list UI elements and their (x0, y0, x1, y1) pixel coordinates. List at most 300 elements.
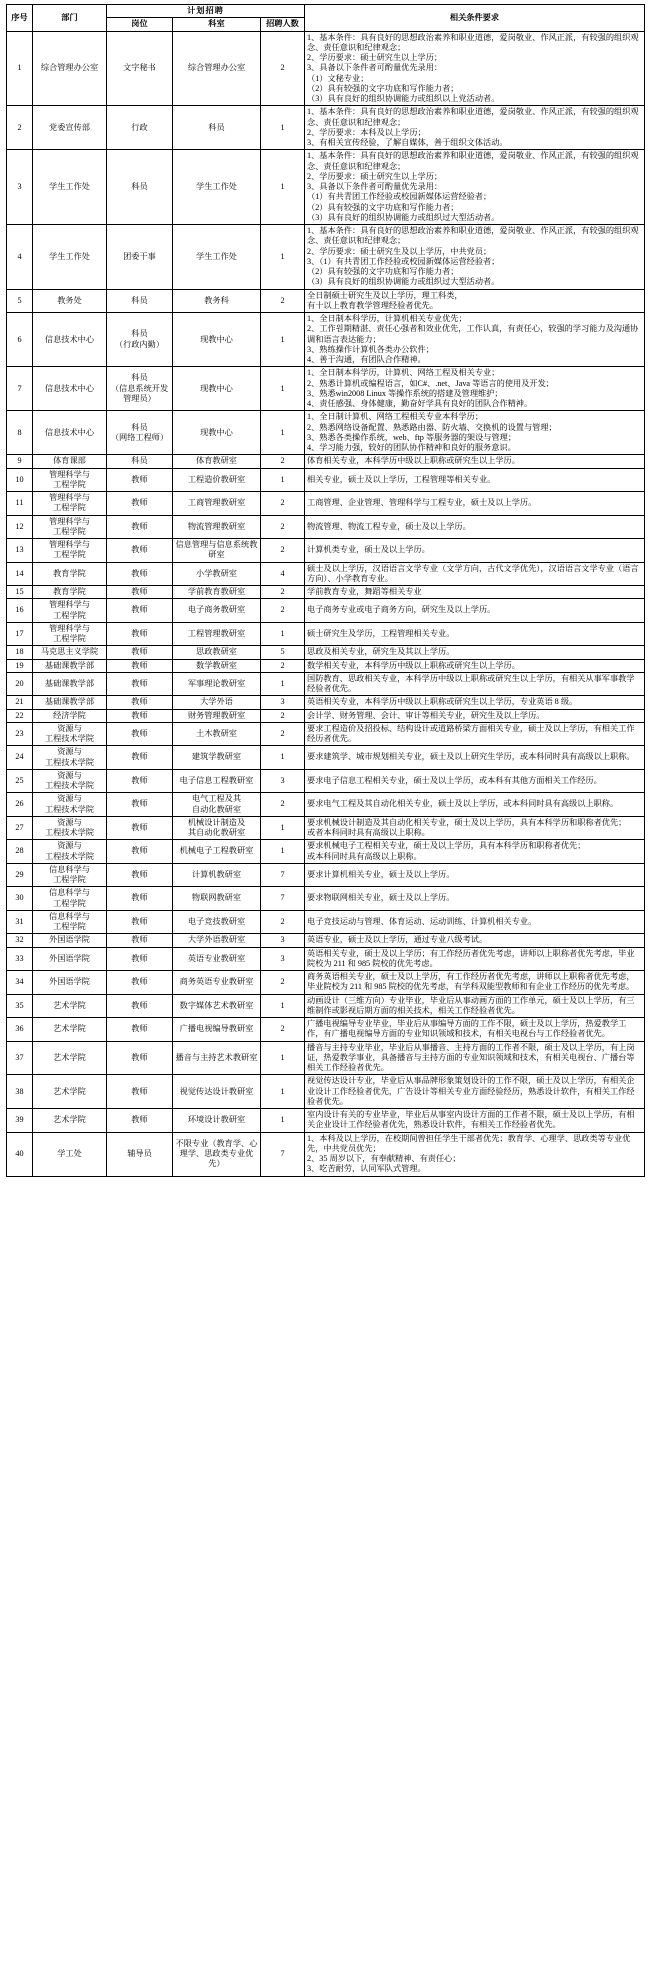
table-row (7, 225, 645, 290)
cell-count: 2 (261, 515, 305, 539)
requirement-line: 要求机械设计制造及其自动化相关专业，硕士及以上学历，具有本科学历和职称者优先； (307, 817, 627, 827)
cell-requirements (305, 646, 645, 659)
requirement-line: 要求建筑学、城市规划相关专业，硕士及以上研究生学历，或本科同时具有高级以上职称。 (307, 752, 635, 762)
table-row (7, 106, 645, 150)
requirement-line: 视觉传达设计专业，毕业后从事品牌形象策划设计的工作不限，硕士及以上学历，有相关企业设计工作经验者优先，广告设计等相关专业方面经验经历，熟悉设计软件，有相关工作经验者优先。 (307, 1076, 635, 1106)
table-row (7, 934, 645, 947)
cell-office: 信息管理与信息系统教研室 (173, 539, 261, 563)
cell-post: 教师 (107, 1109, 173, 1133)
cell-seq: 16 (7, 599, 33, 623)
requirement-line: 全日制硕士研究生及以上学历，理工科类， (307, 290, 463, 300)
cell-office: 物流管理教研室 (173, 515, 261, 539)
requirement-line: 1、全日制本科学历，计算机相关专业优先； (307, 314, 467, 323)
table-row (7, 769, 645, 793)
requirement-line: 3、熟练操作计算机各类办公软件； (307, 344, 434, 354)
cell-seq: 24 (7, 746, 33, 770)
cell-requirements (305, 971, 645, 995)
requirement-line: 3、熟悉win2008 Linux 等操作系统的搭建及管理维护； (307, 388, 503, 398)
cell-office: 建筑学教研室 (173, 746, 261, 770)
cell-count: 1 (261, 367, 305, 411)
cell-requirements (305, 31, 645, 106)
cell-seq: 4 (7, 225, 33, 290)
cell-requirements (305, 1109, 645, 1133)
cell-seq: 32 (7, 934, 33, 947)
header-office: 科室 (173, 18, 261, 31)
cell-seq: 22 (7, 709, 33, 722)
table-row (7, 313, 645, 367)
cell-seq: 10 (7, 468, 33, 492)
cell-post: 教师 (107, 947, 173, 971)
cell-requirements (305, 696, 645, 709)
cell-post: 教师 (107, 672, 173, 696)
requirement-line: 3、具备以下条件者可酌量优先录用： (307, 182, 443, 191)
cell-office: 学生工作处 (173, 150, 261, 225)
cell-count: 2 (261, 722, 305, 746)
cell-dept: 艺术学院 (33, 1018, 107, 1042)
cell-count: 2 (261, 971, 305, 995)
cell-dept: 马克思主义学院 (33, 646, 107, 659)
cell-office: 数字媒体艺术教研室 (173, 994, 261, 1018)
cell-post: 教师 (107, 934, 173, 947)
requirement-line: 电子商务专业或电子商务方向，研究生及以上学历。 (307, 605, 496, 615)
cell-seq: 8 (7, 411, 33, 455)
cell-seq: 20 (7, 672, 33, 696)
cell-seq: 38 (7, 1075, 33, 1109)
requirement-line: （3）具有良好的组织协调能力或组织过大型活动者。 (307, 212, 500, 222)
cell-requirements (305, 225, 645, 290)
requirement-line: （1）有共青团工作经验或校园新媒体运营经验者； (307, 192, 492, 202)
cell-dept: 外国语学院 (33, 934, 107, 947)
cell-seq: 27 (7, 816, 33, 840)
cell-count: 1 (261, 150, 305, 225)
cell-count: 2 (261, 910, 305, 934)
cell-dept: 艺术学院 (33, 994, 107, 1018)
cell-seq: 3 (7, 150, 33, 225)
cell-post: 教师 (107, 1075, 173, 1109)
cell-dept: 艺术学院 (33, 1109, 107, 1133)
table-row (7, 793, 645, 817)
cell-post: 教师 (107, 515, 173, 539)
cell-requirements (305, 709, 645, 722)
cell-count: 3 (261, 769, 305, 793)
requirement-line: 2、工作원期精湛、责任心强者和效业优先，工作认真，有责任心，较强的学习能力及沟通协调和语言表达能力； (307, 324, 639, 344)
cell-requirements (305, 367, 645, 411)
requirement-line: 或者本科同时具有高级以上职称。 (307, 828, 430, 837)
cell-dept: 体育课部 (33, 455, 107, 468)
cell-dept: 信息科学与 工程学院 (33, 863, 107, 887)
requirement-line: 要求物联网相关专业，硕士及以上学历。 (307, 893, 455, 903)
cell-office: 学生工作处 (173, 225, 261, 290)
requirement-line: 2、学历要求：硕士研究生以上学历； (307, 171, 443, 181)
cell-post: 教师 (107, 887, 173, 911)
header-seq: 序号 (7, 5, 33, 32)
cell-seq: 2 (7, 106, 33, 150)
requirement-line: 有十以上教育教学管理经验者优先。 (307, 300, 439, 310)
cell-office: 思政教研室 (173, 646, 261, 659)
requirement-line: 或本科同时具有高级以上职称。 (307, 851, 422, 861)
cell-seq: 31 (7, 910, 33, 934)
cell-post: 教师 (107, 971, 173, 995)
header-post: 岗位 (107, 18, 173, 31)
requirement-line: 室内设计有关的专业毕业，毕业后从事室内设计方面的工作者不限，硕士及以上学历，有相关企业设计工作经验者优先，熟悉设计软件，有相关工作经验者优先。 (307, 1110, 635, 1130)
requirement-line: 2、35 周岁以下，有奉献精神、有责任心； (307, 1154, 461, 1163)
table-row (7, 910, 645, 934)
cell-count: 1 (261, 225, 305, 290)
cell-post: 教师 (107, 646, 173, 659)
cell-dept: 资源与 工程技术学院 (33, 793, 107, 817)
table-row (7, 840, 645, 864)
table-header (7, 5, 645, 32)
cell-count: 1 (261, 411, 305, 455)
cell-count: 2 (261, 599, 305, 623)
cell-post: 文字秘书 (107, 31, 173, 106)
cell-dept: 资源与 工程技术学院 (33, 816, 107, 840)
cell-dept: 综合管理办公室 (33, 31, 107, 106)
cell-seq: 11 (7, 492, 33, 516)
cell-requirements (305, 672, 645, 696)
table-row (7, 492, 645, 516)
cell-dept: 党委宣传部 (33, 106, 107, 150)
requirement-line: 2、学历要求：硕士研究生以上学历； (307, 53, 443, 62)
cell-dept: 管理科学与 工程学院 (33, 492, 107, 516)
cell-count: 1 (261, 1109, 305, 1133)
cell-seq: 19 (7, 659, 33, 672)
cell-requirements (305, 468, 645, 492)
cell-office: 数学教研室 (173, 659, 261, 672)
cell-requirements (305, 313, 645, 367)
table-row (7, 599, 645, 623)
table-row (7, 539, 645, 563)
requirement-line: 4、学习能力强，较好的团队协作精神和良好的服务意识。 (307, 443, 516, 452)
cell-requirements (305, 515, 645, 539)
cell-post: 教师 (107, 709, 173, 722)
cell-requirements (305, 539, 645, 563)
cell-count: 2 (261, 659, 305, 672)
cell-office: 物联网教研室 (173, 887, 261, 911)
table-row (7, 468, 645, 492)
cell-count: 2 (261, 289, 305, 313)
table-row (7, 1132, 645, 1176)
cell-count: 1 (261, 994, 305, 1018)
cell-count: 1 (261, 840, 305, 864)
cell-office: 工商管理教研室 (173, 492, 261, 516)
cell-requirements (305, 562, 645, 586)
requirement-line: 体育相关专业，本科学历中级以上职称或研究生以上学历。 (307, 456, 520, 466)
cell-seq: 37 (7, 1041, 33, 1075)
cell-office: 工程造价教研室 (173, 468, 261, 492)
cell-office: 电子信息工程教研室 (173, 769, 261, 793)
cell-seq: 7 (7, 367, 33, 411)
requirement-line: 1、基本条件：具有良好的思想政治素养和职业道德，爱岗敬业、作风正派，有较强的组织观念、责任意识和纪律观念； (307, 226, 639, 246)
cell-seq: 15 (7, 586, 33, 599)
table-row (7, 709, 645, 722)
table-row (7, 863, 645, 887)
cell-post: 科员 （网络工程师） (107, 411, 173, 455)
cell-office: 现教中心 (173, 367, 261, 411)
cell-seq: 25 (7, 769, 33, 793)
requirement-line: 1、基本条件：具有良好的思想政治素养和职业道德，爱岗敬业、作风正派，有较强的组织观念、责任意识和纪律观念； (307, 107, 639, 127)
cell-post: 教师 (107, 840, 173, 864)
cell-post: 教师 (107, 746, 173, 770)
cell-post: 教师 (107, 696, 173, 709)
cell-office: 教务科 (173, 289, 261, 313)
requirement-line: （2）具有较强的文字功底和写作能力者； (307, 267, 459, 276)
cell-post: 科员 （行政内勤） (107, 313, 173, 367)
cell-post: 科员 (107, 289, 173, 313)
cell-dept: 基础课教学部 (33, 672, 107, 696)
cell-dept: 基础课教学部 (33, 659, 107, 672)
table-row (7, 289, 645, 313)
cell-requirements (305, 622, 645, 646)
requirement-line: 1、基本条件：具有良好的思想政治素养和职业道德，爱岗敬业、作风正派，有较强的组织观念、责任意识和纪律观念； (307, 151, 639, 171)
cell-requirements (305, 150, 645, 225)
requirement-line: 3、有相关宣传经验，了解自媒体，善于组织文体活动。 (307, 138, 508, 147)
cell-post: 教师 (107, 793, 173, 817)
cell-dept: 外国语学院 (33, 971, 107, 995)
table-row (7, 31, 645, 106)
cell-dept: 教育学院 (33, 586, 107, 599)
table-row (7, 887, 645, 911)
cell-requirements (305, 840, 645, 864)
table-row (7, 971, 645, 995)
table-row (7, 1018, 645, 1042)
cell-dept: 资源与 工程技术学院 (33, 840, 107, 864)
cell-office: 工程管理教研室 (173, 622, 261, 646)
cell-post: 教师 (107, 622, 173, 646)
cell-post: 教师 (107, 722, 173, 746)
cell-count: 2 (261, 492, 305, 516)
requirement-line: 3、具备以下条件者可酌量优先录用： (307, 63, 443, 73)
requirement-line: 电子竞技运动与管理、体育运动、运动训练、计算机相关专业。 (307, 916, 537, 926)
cell-seq: 14 (7, 562, 33, 586)
header-dept: 部门 (33, 5, 107, 32)
requirement-line: 播音与主持专业毕业，毕业后从事播音、主持方面的工作者不限，硕士及以上学历，有上岗证，热爱教学事业，具备播音与主持方面的专业知识领域和技术，有相关电视台、广播台等相关工作经验者优先。 (307, 1042, 635, 1072)
requirement-line: 3、（1）有共青团工作经验或校园新媒体运营经验者； (307, 256, 500, 266)
cell-seq: 6 (7, 313, 33, 367)
requirement-line: （3）具有良好的组织协调能力或组织过大型活动者。 (307, 277, 500, 287)
cell-requirements (305, 816, 645, 840)
cell-requirements (305, 910, 645, 934)
requirement-line: 商务英语相关专业，硕士及以上学历，有工作经历者优先考虑，讲师以上职称者优先考虑，毕业院校为 211 和 985 院校的优先考虑，有学科双能型教师和有企业工作经历的优先考虑。 (307, 972, 635, 992)
cell-dept: 管理科学与 工程学院 (33, 468, 107, 492)
requirement-line: 英语相关专业，硕士及以上学历；有工作经历者优先考虑，讲师以上职称者优先考虑，毕业院校为 211 和 985 院校的优先考虑。 (307, 948, 635, 968)
requirement-line: 2、学历要求：本科及以上学历； (307, 127, 426, 137)
cell-post: 教师 (107, 586, 173, 599)
cell-seq: 30 (7, 887, 33, 911)
requirement-line: 学前教育专业，舞蹈等相关专业 (307, 587, 422, 596)
requirement-line: 计算机类专业，硕士及以上学历。 (307, 545, 430, 555)
cell-seq: 28 (7, 840, 33, 864)
requirement-line: 思政及相关专业，研究生及其以上学历。 (307, 647, 455, 657)
cell-office: 现教中心 (173, 411, 261, 455)
header-plan-group: 计划招聘 (107, 5, 305, 18)
requirement-line: （2）具有较强的文字功底和写作能力者； (307, 202, 459, 212)
cell-seq: 1 (7, 31, 33, 106)
cell-dept: 艺术学院 (33, 1041, 107, 1075)
cell-requirements (305, 586, 645, 599)
cell-dept: 教育学院 (33, 562, 107, 586)
cell-requirements (305, 793, 645, 817)
cell-seq: 36 (7, 1018, 33, 1042)
cell-seq: 40 (7, 1132, 33, 1176)
cell-dept: 管理科学与 工程学院 (33, 599, 107, 623)
cell-count: 7 (261, 863, 305, 887)
cell-post: 教师 (107, 769, 173, 793)
table-row (7, 455, 645, 468)
table-row (7, 1041, 645, 1075)
header-count: 招聘人数 (261, 18, 305, 31)
cell-count: 4 (261, 562, 305, 586)
cell-requirements (305, 1018, 645, 1042)
header-requirements: 相关条件要求 (305, 5, 645, 32)
requirement-line: 物流管理、物流工程专业，硕士及以上学历。 (307, 521, 471, 531)
cell-requirements (305, 1132, 645, 1176)
table-row (7, 696, 645, 709)
cell-requirements (305, 746, 645, 770)
requirement-line: 国防教育、思政相关专业，本科学历中级以上职称或研究生以上学历，有相关从事军事教学经验者优先。 (307, 673, 635, 693)
table-row (7, 947, 645, 971)
cell-office: 财务管理教研室 (173, 709, 261, 722)
cell-requirements (305, 289, 645, 313)
table-row (7, 994, 645, 1018)
requirement-line: 要求工程造价及招投标、结构设计或道路桥梁方面相关专业，硕士及以上学历，有相关工作经历者优先。 (307, 723, 635, 743)
cell-count: 5 (261, 646, 305, 659)
cell-seq: 39 (7, 1109, 33, 1133)
requirement-line: 数学相关专业，本科学历中级以上职称或研究生以上学历。 (307, 660, 520, 670)
cell-dept: 经济学院 (33, 709, 107, 722)
table-body (7, 31, 645, 1176)
cell-dept: 信息技术中心 (33, 367, 107, 411)
cell-office: 综合管理办公室 (173, 31, 261, 106)
cell-count: 1 (261, 106, 305, 150)
cell-post: 教师 (107, 659, 173, 672)
requirement-line: （3）具有良好的组织协调能力或组织以上党活动者。 (307, 94, 500, 103)
cell-dept: 信息技术中心 (33, 411, 107, 455)
cell-dept: 学生工作处 (33, 225, 107, 290)
cell-office: 视觉传达设计教研室 (173, 1075, 261, 1109)
cell-dept: 信息科学与 工程学院 (33, 910, 107, 934)
cell-dept: 外国语学院 (33, 947, 107, 971)
requirement-line: （2）具有较强的文字功底和写作能力者； (307, 83, 459, 93)
cell-post: 辅导员 (107, 1132, 173, 1176)
table-row (7, 367, 645, 411)
cell-dept: 管理科学与 工程学院 (33, 622, 107, 646)
cell-count: 2 (261, 793, 305, 817)
table-row (7, 586, 645, 599)
cell-dept: 信息科学与 工程学院 (33, 887, 107, 911)
table-row (7, 1109, 645, 1133)
cell-post: 教师 (107, 994, 173, 1018)
recruitment-plan-table (6, 4, 645, 1177)
cell-dept: 艺术学院 (33, 1075, 107, 1109)
cell-requirements (305, 106, 645, 150)
cell-requirements (305, 599, 645, 623)
requirement-line: 4、善于沟通，有团队合作精神。 (307, 355, 426, 364)
requirement-line: 硕士及以上学历，汉语语言文学专业（文学方向，古代文学优先），汉语语言文学专业（语言方向）、小学教育专业。 (307, 563, 639, 583)
cell-post: 教师 (107, 1041, 173, 1075)
table-row (7, 646, 645, 659)
table-row (7, 672, 645, 696)
cell-dept: 资源与 工程技术学院 (33, 769, 107, 793)
requirement-line: 1、全日制计算机、网络工程相关专业本科学历； (307, 412, 484, 422)
table-row (7, 722, 645, 746)
cell-post: 行政 (107, 106, 173, 150)
requirement-line: 要求电气工程及其自动化相关专业，硕士及以上学历，或本科同时具有高级以上职称。 (307, 799, 619, 809)
cell-post: 教师 (107, 1018, 173, 1042)
cell-post: 教师 (107, 492, 173, 516)
cell-count: 1 (261, 468, 305, 492)
table-row (7, 622, 645, 646)
cell-post: 团委干事 (107, 225, 173, 290)
cell-post: 科员 (107, 455, 173, 468)
cell-count: 1 (261, 816, 305, 840)
requirement-line: 广播电视编导专业毕业，毕业后从事编导方面的工作不限，硕士及以上学历，热爱教学工作，有广播电视编导方面的专业知识领域和技术，有相关电视台与工作经验者优先。 (307, 1019, 627, 1039)
cell-count: 2 (261, 1018, 305, 1042)
cell-office: 军事理论教研室 (173, 672, 261, 696)
requirement-line: 硕士研究生及学历，工程管理相关专业。 (307, 628, 455, 638)
cell-requirements (305, 722, 645, 746)
cell-office: 电气工程及其 自动化教研室 (173, 793, 261, 817)
table-row (7, 659, 645, 672)
cell-seq: 12 (7, 515, 33, 539)
table-row (7, 515, 645, 539)
table-row (7, 150, 645, 225)
cell-office: 小学教研室 (173, 562, 261, 586)
cell-office: 机械设计制造及 其自动化教研室 (173, 816, 261, 840)
cell-seq: 5 (7, 289, 33, 313)
cell-count: 1 (261, 622, 305, 646)
header-row-top (7, 5, 645, 18)
cell-count: 1 (261, 746, 305, 770)
cell-post: 科员 (107, 150, 173, 225)
cell-office: 学前教育教研室 (173, 586, 261, 599)
cell-requirements (305, 863, 645, 887)
cell-seq: 9 (7, 455, 33, 468)
cell-office: 电子商务教研室 (173, 599, 261, 623)
cell-seq: 34 (7, 971, 33, 995)
cell-requirements (305, 1075, 645, 1109)
requirement-line: 1、全日制本科学历，计算机、网络工程及相关专业； (307, 368, 500, 378)
cell-post: 教师 (107, 863, 173, 887)
cell-seq: 33 (7, 947, 33, 971)
cell-office: 商务英语专业教研室 (173, 971, 261, 995)
requirement-line: 工商管理、企业管理、管理科学与工程专业，硕士及以上学历。 (307, 498, 537, 508)
cell-seq: 21 (7, 696, 33, 709)
cell-requirements (305, 887, 645, 911)
cell-count: 1 (261, 1041, 305, 1075)
cell-post: 教师 (107, 562, 173, 586)
requirement-line: 2、熟悉网络设备配置、熟悉路由器、防火墙、交换机的设置与管理； (307, 422, 557, 432)
cell-count: 1 (261, 672, 305, 696)
cell-office: 不限专业（教育学、心理学、思政类专业优先） (173, 1132, 261, 1176)
cell-count: 2 (261, 31, 305, 106)
cell-requirements (305, 934, 645, 947)
cell-post: 科员 （信息系统开发管理员） (107, 367, 173, 411)
cell-requirements (305, 1041, 645, 1075)
requirement-line: 要求计算机相关专业，硕士及以上学历。 (307, 869, 455, 879)
cell-requirements (305, 994, 645, 1018)
cell-office: 英语专业教研室 (173, 947, 261, 971)
requirement-line: （1）文秘专业； (307, 73, 369, 83)
cell-office: 电子竞技教研室 (173, 910, 261, 934)
cell-requirements (305, 411, 645, 455)
cell-office: 计算机教研室 (173, 863, 261, 887)
requirement-line: 4、责任感强、身体健康，勤奋好学具有良好的团队合作精神。 (307, 399, 533, 408)
requirement-line: 3、吃苦耐劳，认同军队式管理。 (307, 1164, 426, 1174)
cell-dept: 资源与 工程技术学院 (33, 746, 107, 770)
requirement-line: 2、熟悉计算机或编程语言，如C#、.net、Java 等语言的使用及开发； (307, 378, 554, 388)
requirement-line: 要求机械电子工程相关专业，硕士及以上学历，具有本科学历和职称者优先； (307, 841, 586, 851)
